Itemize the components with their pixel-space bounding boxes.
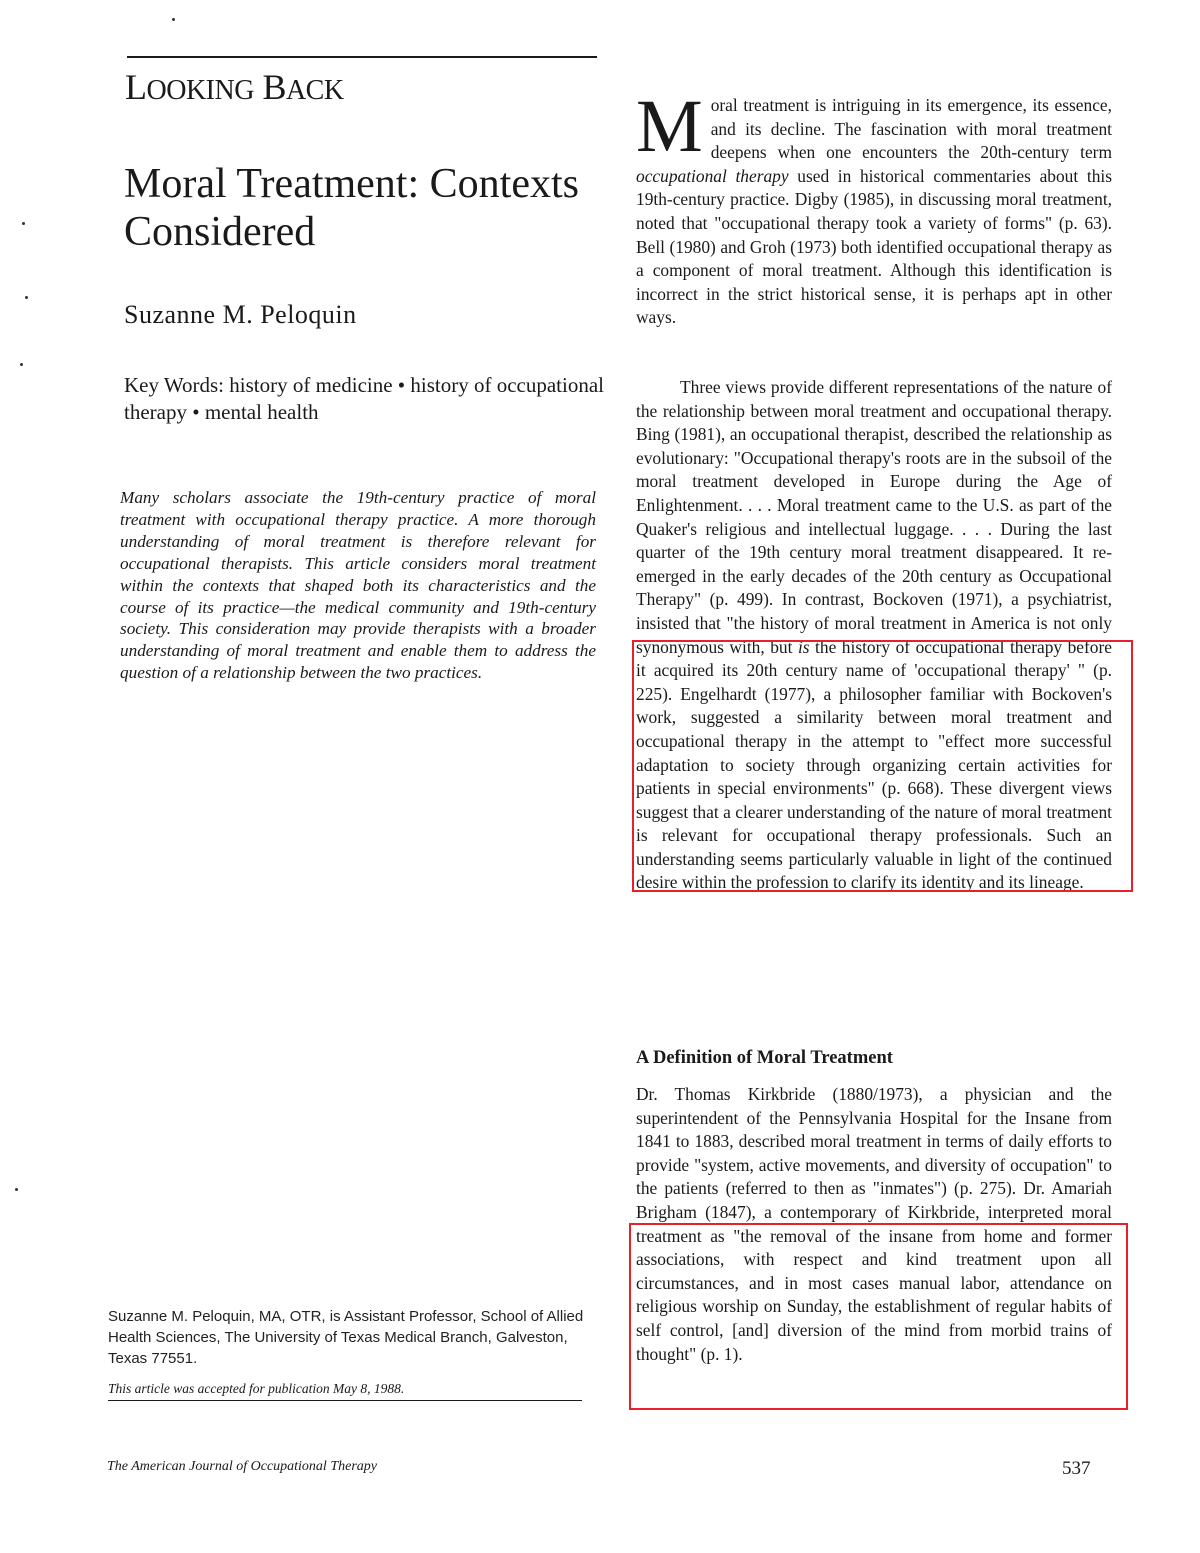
paragraph-text: Three views provide different representations of the nature of the relationship between moral treatment and occupational therapy. Bing (1981), an occupational therapist, described the relationship as evolutionary: "Occupational therapy's roots are in the subsoil of the moral treatment developed in Europe during the Age of Enlightenment. . . . Moral treatment came to the U.S. as part of the Quaker's religious and intellectual luggage. . . . During the last quarter of the 19th century moral treatment disappeared. It re-emerged in the early decades of the 20th century as Occupational Therapy" (p. 499). In contrast, Bockoven (1971), a psychiatrist, insisted that "the history of moral treatment in America is not only synonymous with, but	[636, 377, 1112, 657]
scan-speck	[25, 296, 28, 299]
emphasis-text: occupational therapy	[636, 165, 789, 186]
journal-name: The American Journal of Occupational Therapy	[107, 1459, 377, 1474]
author-affiliation: Suzanne M. Peloquin, MA, OTR, is Assistant Professor, School of Allied Health Sciences, The University of Texas Medical Branch, Galveston, Texas 77551.	[108, 1308, 584, 1367]
section-initial: L	[125, 67, 147, 107]
article-title: Moral Treatment: Contexts Considered	[124, 161, 579, 255]
section-heading: A Definition of Moral Treatment	[636, 1048, 893, 1068]
section-word: ACK	[285, 75, 344, 106]
paragraph-text: the history of occupational therapy before it acquired its 20th century name of 'occupational therapy' " (p. 225). Engelhardt (1977), a philosopher familiar with Bockoven's work, suggested a similarity between moral treatment and occupational therapy in the attempt to "effect more successful adaptation to society through organizing certain activities for patients in special environments" (p. 668). These divergent views suggest that a clearer understanding of the nature of moral treatment is relevant for occupational therapy professionals. Such an understanding seems particularly valuable in light of the continued desire within the profession to clarify its identity and its lineage.	[636, 636, 1113, 893]
paragraph-text: Dr. Thomas Kirkbride (1880/1973), a physician and the superintendent of the Pennsylvania Hospital for the Insane from 1841 to 1883, described moral treatment in terms of daily efforts to provide "system, active movements, and diversity of occupation" to the patients (referred to then as "inmates") (p. 275). Dr. Amariah Brigham (1847), a contemporary of Kirkbride, interpreted moral treatment as "the removal of the insane from home and former associations, with respect and kind treatment upon all circumstances, and in most cases manual labor, attendance on religious worship on Sunday, the establishment of regular habits of self control, [and] diversion of the mind from morbid trains of thought" (p. 1).	[636, 1084, 1112, 1364]
abstract: Many scholars associate the 19th-century practice of moral treatment with occupational therapy practice. A more thorough understanding of moral treatment is therefore relevant for occupational therapists. This article considers moral treatment within the contexts that shaped both its characteristics and the course of its practice—the medical community and 19th-century society. This consideration may provide therapists with a broader understanding of moral treatment and enable them to address the question of a relationship between the two practices.	[120, 488, 596, 683]
section-initial: B	[262, 67, 286, 107]
section-word: OOKING	[146, 75, 254, 106]
highlight-box	[629, 1223, 1128, 1410]
scan-speck	[22, 222, 25, 225]
page-number: 537	[1062, 1458, 1091, 1479]
highlight-box	[632, 640, 1133, 892]
acceptance-note: This article was accepted for publication May 8, 1988.	[108, 1381, 582, 1401]
keywords: Key Words: history of medicine • history of occupational therapy • mental health	[124, 373, 605, 424]
top-rule	[127, 56, 597, 58]
paragraph-text: used in historical commentaries about this 19th-century practice. Digby (1985), in discussing moral treatment, noted that "occupational therapy took a variety of forms" (p. 63). Bell (1980) and Groh (1973) both identified occupational therapy as a component of moral treatment. Although this identification is incorrect in the strict historical sense, it is perhaps apt in other ways.	[636, 165, 1112, 328]
paragraph-text: oral treatment is intriguing in its emergence, its essence, and its decline. The fascination with moral treatment deepens when one encounters the 20th-century term	[710, 95, 1112, 163]
section-header	[125, 66, 344, 108]
body-paragraph-1	[636, 85, 1112, 330]
drop-cap: M	[636, 85, 703, 168]
article-author: Suzanne M. Peloquin	[124, 300, 357, 329]
scan-speck	[20, 363, 23, 366]
scan-speck	[15, 1188, 18, 1191]
scan-speck	[172, 18, 175, 21]
emphasis-text: is	[797, 636, 810, 657]
